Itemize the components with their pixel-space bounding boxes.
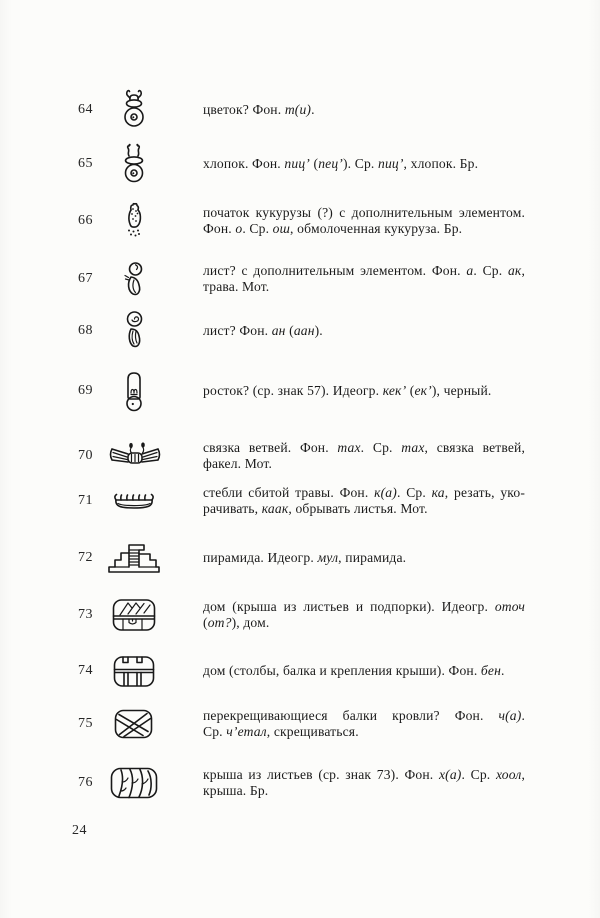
entry-text: дом (столбы, балка и крепления крыши). Фон. бен. xyxy=(203,663,505,679)
entry-number: 66 xyxy=(78,213,93,228)
entry-number: 74 xyxy=(78,663,93,678)
entry-number: 67 xyxy=(78,271,93,286)
glyph-leaf-roof-icon xyxy=(109,766,159,800)
glyph-house-thatch-roof-icon xyxy=(111,597,157,633)
entry-text: дом (крыша из листьев и подпорки). Идеогр. оточ (от?), дом. xyxy=(203,599,525,630)
entry-row-67 xyxy=(78,259,539,299)
glyph-house-posts-icon xyxy=(112,652,156,690)
entry-number: 69 xyxy=(78,383,93,398)
glyph-grass-stalks-icon xyxy=(111,491,157,511)
entry-text: лист? Фон. ан (аан). xyxy=(203,323,323,339)
entry-row-68 xyxy=(78,311,539,351)
entry-number: 73 xyxy=(78,607,93,622)
entry-number: 70 xyxy=(78,448,93,463)
entry-text: лист? с дополнительным элементом. Фон. а. Ср. ак, трава. Мот. xyxy=(203,263,525,294)
entry-row-69 xyxy=(78,371,539,411)
entry-row-72 xyxy=(78,538,539,578)
glyph-flower-icon xyxy=(119,89,149,131)
glyph-pyramid-icon xyxy=(105,541,163,575)
glyph-crossed-beams-icon xyxy=(113,708,155,741)
entry-row-66 xyxy=(78,201,539,241)
glyph-leaf-with-element-icon xyxy=(120,260,148,298)
entry-row-65 xyxy=(78,144,539,184)
entry-number: 71 xyxy=(78,493,93,508)
glyph-branch-bundle-icon xyxy=(105,441,163,471)
glyph-leaf-icon xyxy=(121,310,147,352)
entry-row-74 xyxy=(78,651,539,691)
entry-number: 75 xyxy=(78,716,93,731)
entry-number: 65 xyxy=(78,156,93,171)
page-number: 24 xyxy=(72,823,87,838)
entry-number: 76 xyxy=(78,775,93,790)
entry-row-70 xyxy=(78,436,539,476)
entry-row-73 xyxy=(78,595,539,635)
glyph-corn-cob-icon xyxy=(121,201,147,241)
entry-row-75 xyxy=(78,704,539,744)
entry-row-71 xyxy=(78,481,539,521)
entry-number: 72 xyxy=(78,550,93,565)
entry-number: 68 xyxy=(78,323,93,338)
entry-number: 64 xyxy=(78,102,93,117)
entry-text: росток? (ср. знак 57). Идеогр. кек’ (ек’), черный. xyxy=(203,383,492,399)
entry-text: крыша из листьев (ср. знак 73). Фон. х(а). Ср. хоол, крыша. Бр. xyxy=(203,767,525,798)
entry-text: связка ветвей. Фон. тах. Ср. тах, связка ветвей, факел. Мот. xyxy=(203,440,526,471)
entry-text: хлопок. Фон. пиц’ (пец’). Ср. пиц’, хлопок. Бр. xyxy=(203,156,479,172)
entry-text: стебли сбитой травы. Фон. к(а). Ср. ка, резать, уко- рачивать, каак, обрывать листья. Мот. xyxy=(203,485,525,516)
entry-text: початок кукурузы (?) с дополнительным элементом. Фон. о. Ср. ош, обмолоченная кукуруза. Бр. xyxy=(203,205,525,236)
entry-text: пирамида. Идеогр. мул, пирамида. xyxy=(203,550,407,566)
entry-row-64 xyxy=(78,90,539,130)
glyph-cotton-icon xyxy=(119,143,149,185)
entry-row-76 xyxy=(78,763,539,803)
glyph-sprout-icon xyxy=(121,370,147,412)
entry-text: цветок? Фон. т(и). xyxy=(203,102,315,118)
entry-text: перекрещивающиеся балки кровли? Фон. ч(а). Ср. ч’етал, скрещиваться. xyxy=(203,708,525,739)
